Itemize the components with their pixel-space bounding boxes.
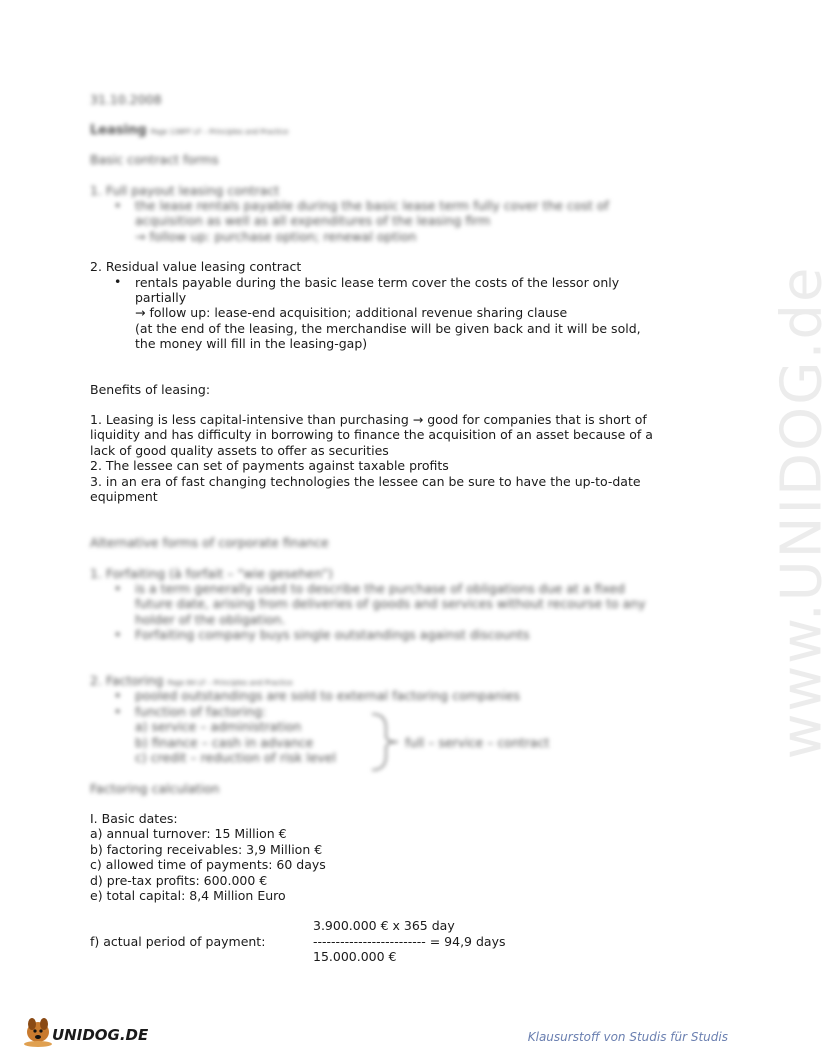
factoring-line: c) credit – reduction of risk level bbox=[135, 750, 336, 765]
dates-item: c) allowed time of payments: 60 days bbox=[90, 857, 326, 872]
bullet-dot: • bbox=[114, 627, 122, 642]
full-payout-line: → follow up: purchase option; renewal option bbox=[135, 229, 417, 244]
benefits-line: lack of good quality assets to offer as securities bbox=[90, 443, 389, 458]
formula-bar: ------------------------- = 94,9 days bbox=[313, 934, 506, 949]
forfaiting-line: future date, arising from deliveries of goods and services without recourse to any bbox=[135, 596, 646, 611]
bullet-dot: • bbox=[114, 704, 122, 719]
bullet-dot: • bbox=[114, 688, 122, 703]
footer-tagline: Klausurstoff von Studis für Studis bbox=[527, 1030, 728, 1044]
title-sub: Page 138FF LF – Principles and Practice bbox=[150, 128, 289, 136]
residual-line: the money will fill in the leasing-gap) bbox=[135, 336, 368, 351]
factoring-calc-heading: Factoring calculation bbox=[90, 781, 220, 796]
forfaiting-heading: 1. Forfaiting (à forfait – “wie gesehen”) bbox=[90, 566, 333, 581]
dates-item: e) total capital: 8,4 Million Euro bbox=[90, 888, 286, 903]
residual-line: → follow up: lease-end acquisition; additional revenue sharing clause bbox=[135, 305, 568, 320]
factoring-brace-label: full – service – contract bbox=[405, 735, 550, 750]
formula-numerator: 3.900.000 € x 365 day bbox=[313, 918, 455, 933]
dates-heading: I. Basic dates: bbox=[90, 811, 178, 826]
watermark: www.UNIDOG.de bbox=[769, 265, 834, 760]
title-main: Leasing bbox=[90, 123, 147, 138]
section-title-leasing bbox=[90, 122, 288, 140]
factoring-sub: Page 84 LF – Principles and Practice bbox=[167, 679, 293, 687]
factoring-line: pooled outstandings are sold to external factoring companies bbox=[135, 688, 520, 703]
curly-brace-icon bbox=[370, 712, 400, 772]
dates-item: a) annual turnover: 15 Million € bbox=[90, 826, 287, 841]
benefits-line: 2. The lessee can set of payments against taxable profits bbox=[90, 458, 449, 473]
bullet-dot: • bbox=[114, 274, 122, 289]
dates-item: d) pre-tax profits: 600.000 € bbox=[90, 873, 268, 888]
alt-forms-heading: Alternative forms of corporate finance bbox=[90, 535, 329, 550]
residual-line: (at the end of the leasing, the merchandise will be given back and it will be sold, bbox=[135, 321, 641, 336]
residual-heading: 2. Residual value leasing contract bbox=[90, 259, 302, 274]
formula-denominator: 15.000.000 € bbox=[313, 949, 397, 964]
residual-line: rentals payable during the basic lease term cover the costs of the lessor only bbox=[135, 275, 620, 290]
factoring-line: function of factoring: bbox=[135, 704, 267, 719]
full-payout-heading: 1. Full payout leasing contract bbox=[90, 183, 280, 198]
factoring-main: 2. Factoring bbox=[90, 673, 164, 688]
benefits-line: 3. in an era of fast changing technologies the lessee can be sure to have the up-to-date bbox=[90, 474, 641, 489]
basic-forms-heading: Basic contract forms bbox=[90, 152, 219, 167]
benefits-line: liquidity and has difficulty in borrowing to finance the acquisition of an asset because of a bbox=[90, 427, 653, 442]
benefits-line: 1. Leasing is less capital-intensive than purchasing → good for companies that is short of bbox=[90, 412, 647, 427]
factoring-line: b) finance – cash in advance bbox=[135, 735, 314, 750]
forfaiting-line: holder of the obligation. bbox=[135, 612, 286, 627]
bullet-dot: • bbox=[114, 198, 122, 213]
forfaiting-line: Forfaiting company buys single outstandings against discounts bbox=[135, 627, 530, 642]
document-date: 31.10.2008 bbox=[90, 92, 162, 107]
residual-line: partially bbox=[135, 290, 187, 305]
logo-text: UNIDOG.DE bbox=[52, 1026, 149, 1044]
dates-item: b) factoring receivables: 3,9 Million € bbox=[90, 842, 323, 857]
bullet-dot: • bbox=[114, 581, 122, 596]
formula-label: f) actual period of payment: bbox=[90, 934, 266, 949]
benefits-heading: Benefits of leasing: bbox=[90, 382, 211, 397]
factoring-line: a) service – administration bbox=[135, 719, 302, 734]
full-payout-line: the lease rentals payable during the basic lease term fully cover the cost of bbox=[135, 198, 609, 213]
full-payout-line: acquisition as well as all expenditures of the leasing firm bbox=[135, 213, 491, 228]
forfaiting-line: is a term generally used to describe the purchase of obligations due at a fixed bbox=[135, 581, 625, 596]
benefits-line: equipment bbox=[90, 489, 158, 504]
